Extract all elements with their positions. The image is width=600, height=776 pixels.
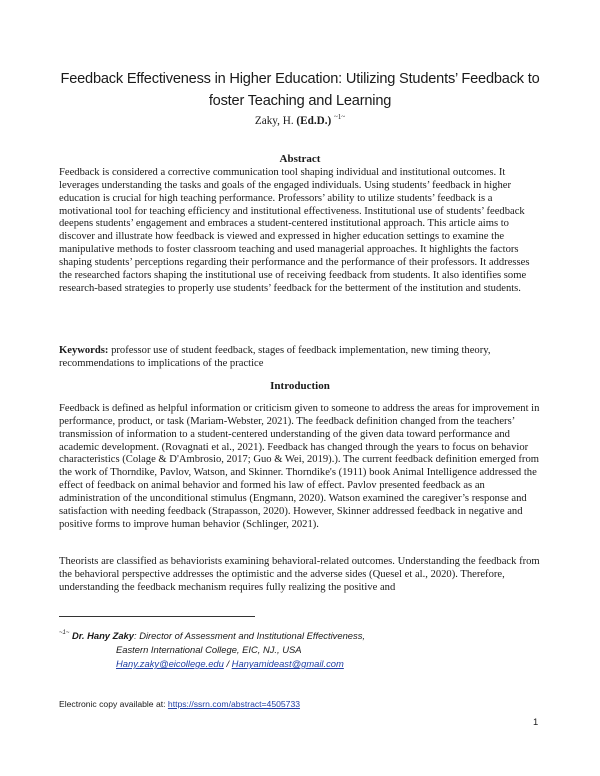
ssrn-link[interactable]: https://ssrn.com/abstract=4505733	[167, 699, 301, 709]
electronic-copy-notice	[59, 699, 300, 709]
electronic-copy-label: Electronic copy available at:	[59, 699, 168, 709]
author-degree: (Ed.D.)	[296, 115, 332, 127]
keywords-paragraph	[59, 345, 543, 371]
email-link-secondary[interactable]: Hanyamideast@gmail.com	[231, 658, 344, 669]
keywords-label: Keywords:	[59, 345, 109, 356]
paper-title: Feedback Effectiveness in Higher Education: Utilizing Students’ Feedback to foster Teaching and Learning	[60, 71, 540, 109]
abstract-text: Feedback is considered a corrective communication tool shaping individual and institutional outcomes. It leverages understanding the tasks and goals of the engaged individuals. Using students’ feedback in higher education is crucial for high teaching performance. Professors’ ability to utilize students’ feedback is a motivational tool for teaching efficiency and institutional effectiveness. Institutional use of students’ feedback deepens students’ engagement and embraces a student-centered institutional approach. This article aims to discover and illustrate how feedback is viewed and expressed in higher education settings to examine the manipulative methods to foster classroom teaching and used managerial approaches. It highlights the factors shaping students’ perceptions regarding their performance and the performance of their professors. It addresses the researched factors shaping the institutional use of receiving feedback from students. It also identifies some research-based strategies to properly use students’ feedback for the betterment of the institution and students.	[59, 167, 530, 294]
author-name: Zaky, H.	[254, 115, 294, 127]
keywords-text: professor use of student feedback, stages of feedback implementation, new timing theory, recommendations to implications of the practice	[59, 345, 491, 369]
page-number: 1	[533, 716, 539, 727]
email-link-primary[interactable]: Hany.zaky@eicollege.edu	[116, 658, 224, 669]
introduction-paragraph-1: Feedback is defined as helpful information or criticism given to someone to address the areas for improvement in performance, product, or task (Mariam-Webster, 2021). The feedback definition changed from the teachers’ transmission of information to a student-centered understanding of the given data toward performance and academic development. (Rovagnati et al., 2021). Feedback has changed through the years to focus on behavior characteristics (Colage & D'Ambrosio, 2017; Guo & Wei, 2019).). The current feedback definition emerged from the work of Thorndike, Pavlov, Watson, and Skinner. Thorndike's (1911) book Animal Intelligence addressed the effect of feedback on animal behavior and formed his law of effect. Pavlov presented feedback as an administration of the unconditional stimulus (Engmann, 2020). Watson examined the caregiver’s response and satisfaction with needing feedback (Strapasson, 2020). However, Skinner addressed feedback in negative and positive forms to improve human behavior (Schlinger, 2021).	[59, 403, 540, 530]
footnote-marker: ~1~	[59, 630, 70, 636]
introduction-heading: Introduction	[270, 380, 330, 392]
footnote-divider	[59, 616, 255, 617]
footnote-author-name: Dr. Hany Zaky	[71, 630, 134, 641]
author-footnote-marker[interactable]: ~1~	[334, 113, 346, 121]
footnote-organization: Eastern International College, EIC, NJ., USA	[116, 644, 302, 655]
abstract-heading: Abstract	[279, 153, 321, 165]
introduction-paragraph-2: Theorists are classified as behaviorists examining behavioral-related outcomes. Understanding the feedback from the behavioral perspective addresses the optimistic and the adverse sides (Quesel et al., 2020). Therefore, understanding the feedback mechanism requires fully realizing the positive and	[59, 556, 540, 593]
email-separator: /	[223, 658, 232, 669]
author-line	[0, 113, 600, 127]
author-footnote	[59, 626, 539, 671]
footnote-author-role: : Director of Assessment and Institutional Effectiveness,	[133, 630, 365, 641]
